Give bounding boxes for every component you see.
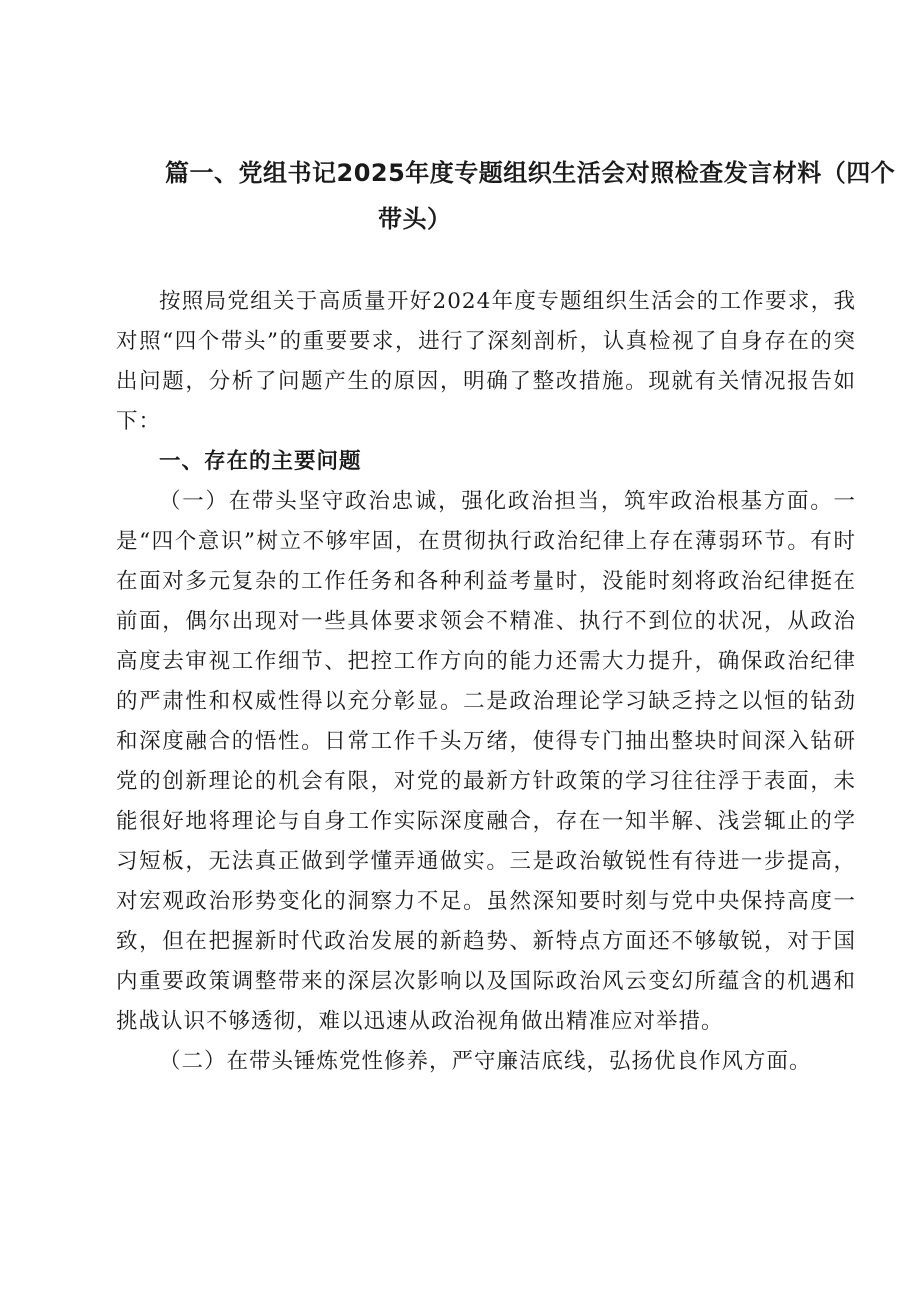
document-title: [165, 150, 896, 242]
document-body: [116, 282, 856, 1082]
paragraph-1: （一）在带头坚守政治忠诚，强化政治担当，筑牢政治根基方面。一是“四个意识”树立不够牢固，在贯彻执行政治纪律上存在薄弱环节。有时在面对多元复杂的工作任务和各种利益考量时，没能时刻将政治纪律挺在前面，偶尔出现对一些具体要求领会不精准、执行不到位的状况，从政治高度去审视工作细节、把控工作方向的能力还需大力提升，确保政治纪律的严肃性和权威性得以充分彰显。二是政治理论学习缺乏持之以恒的钻劲和深度融合的悟性。日常工作千头万绪，使得专门抽出整块时间深入钻研党的创新理论的机会有限，对党的最新方针政策的学习往往浮于表面，未能很好地将理论与自身工作实际深度融合，存在一知半解、浅尝辄止的学习短板，无法真正做到学懂弄通做实。三是政治敏锐性有待进一步提高，对宏观政治形势变化的洞察力不足。虽然深知要时刻与党中央保持高度一致，但在把握新时代政治发展的新趋势、新特点方面还不够敏锐，对于国内重要政策调整带来的深层次影响以及国际政治风云变幻所蕴含的机遇和挑战认识不够透彻，难以迅速从政治视角做出精准应对举措。: [116, 489, 856, 1034]
intro-paragraph: 按照局党组关于高质量开好2024年度专题组织生活会的工作要求，我对照“四个带头”的重要要求，进行了深刻剖析，认真检视了自身存在的突出问题，分析了问题产生的原因，明确了整改措施。现就有关情况报告如下：: [116, 289, 856, 434]
title-line-1: 篇一、党组书记2025年度专题组织生活会对照检查发言材料（四个: [165, 159, 896, 187]
title-line-2: 带头）: [378, 205, 452, 233]
section-heading-1: 一、存在的主要问题: [159, 449, 362, 474]
paragraph-2: （二）在带头锤炼党性修养，严守廉洁底线，弘扬优良作风方面。: [159, 1049, 812, 1074]
